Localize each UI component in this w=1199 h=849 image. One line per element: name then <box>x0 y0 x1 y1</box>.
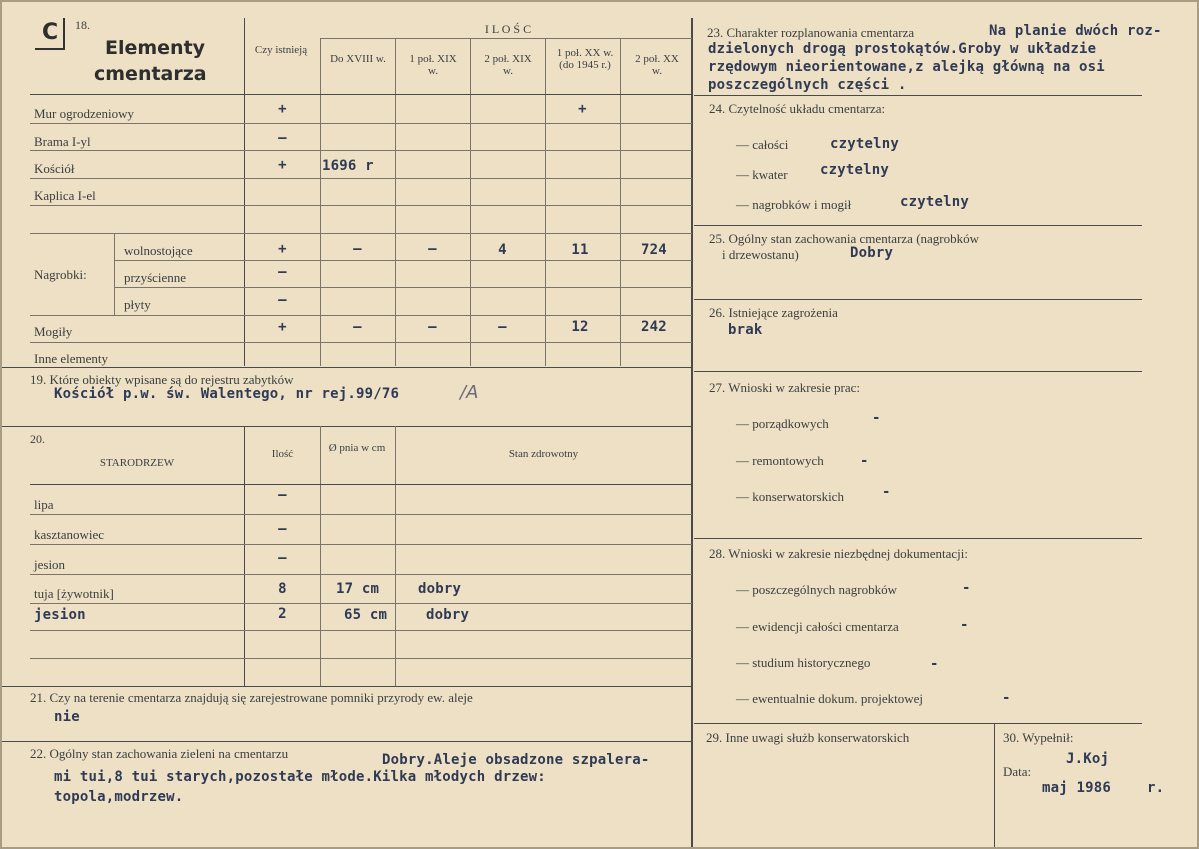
s24-item-3-label: — nagrobków i mogił <box>736 197 852 212</box>
s30-date: maj 1986 <box>1042 780 1112 796</box>
s22-label: 22. Ogólny stan zachowania zieleni na cmentarzu <box>30 746 289 761</box>
mogily-period-4: 12 <box>571 319 589 335</box>
mogily-period-2: – <box>428 319 437 335</box>
col-period-2: 1 poł. XIX w. <box>409 53 457 77</box>
page-title-line1: Elementy <box>105 37 206 59</box>
s24-item-2-label: — kwater <box>736 167 788 182</box>
s30-name: J.Koj <box>1066 751 1110 767</box>
s27-item-2-label: — remontowych <box>736 453 824 468</box>
s23-label: 23. Charakter rozplanowania cmentarza <box>707 25 915 40</box>
s19-handwritten: /A <box>460 382 479 403</box>
s27-item-3-value: - <box>882 484 891 500</box>
s26-label: 26. Istniejące zagrożenia <box>709 305 838 320</box>
s30-suffix: r. <box>1147 780 1165 796</box>
s30-data-label: Data: <box>1003 764 1032 779</box>
s27-label: 27. Wnioski w zakresie prac: <box>709 380 861 395</box>
wolno-exists: + <box>278 241 287 257</box>
s28-item-2-label: — ewidencji całości cmentarza <box>736 619 899 634</box>
row-label-wolnostojace: wolnostojące <box>124 243 193 258</box>
tree-row-5-count: 2 <box>278 606 287 622</box>
tree-row-4-state: dobry <box>418 581 462 597</box>
mur-exists: + <box>278 101 287 117</box>
tree-row-4-name: tuja [żywotnik] <box>34 586 114 601</box>
tree-row-5-diam: 65 cm <box>344 607 388 623</box>
wolno-period-3: 4 <box>498 242 507 258</box>
s30-label: 30. Wypełnił: <box>1003 730 1074 745</box>
brama-exists: – <box>278 130 287 146</box>
inventory-card <box>2 2 1197 847</box>
tree-row-3-count: – <box>278 550 287 566</box>
wolno-period-1: – <box>353 241 362 257</box>
mogily-period-1: – <box>353 319 362 335</box>
s25-label-2: i drzewostanu) <box>722 247 799 262</box>
wolno-period-4: 11 <box>571 242 589 258</box>
s28-item-4-value: - <box>1002 690 1011 706</box>
s20-col-pnia: Ø pnia w cm <box>328 442 386 454</box>
s23-line4: poszczególnych części . <box>708 77 907 93</box>
s20-title: STARODRZEW <box>99 457 175 469</box>
col-period-4: 1 poł. XX w. (do 1945 r.) <box>556 47 614 71</box>
col-period-3: 2 poł. XIX w. <box>484 53 532 77</box>
wolno-period-5: 724 <box>641 242 667 258</box>
tree-row-4-count: 8 <box>278 581 287 597</box>
s23-line1: Na planie dwóch roz- <box>989 23 1162 39</box>
s22-line3: topola,modrzew. <box>54 789 184 805</box>
s28-item-1-label: — poszczególnych nagrobków <box>736 582 898 597</box>
s28-item-4-label: — ewentualnie dokum. projektowej <box>736 691 924 706</box>
row-label-plyty: płyty <box>124 297 151 312</box>
s28-item-3-value: - <box>930 656 939 672</box>
tree-row-1-name: lipa <box>34 497 54 512</box>
s24-label: 24. Czytelność układu cmentarza: <box>709 101 886 116</box>
col-period-5: 2 poł. XX w. <box>635 53 679 77</box>
s27-item-1-label: — porządkowych <box>736 416 829 431</box>
s19-label: 19. Które obiekty wpisane są do rejestru zabytków <box>30 372 294 387</box>
s28-item-1-value: - <box>962 580 971 596</box>
tree-row-5-name: jesion <box>34 607 86 623</box>
s23-line2: dzielonych drogą prostokątów.Groby w układzie <box>708 41 1097 57</box>
s27-item-2-value: - <box>860 453 869 469</box>
row-label-kosciol: Kościół <box>34 161 75 176</box>
mogily-period-3: – <box>498 319 507 335</box>
tree-row-4-diam: 17 cm <box>336 581 380 597</box>
s27-item-1-value: - <box>872 410 881 426</box>
tree-row-2-count: – <box>278 521 287 537</box>
s28-item-2-value: - <box>960 617 969 633</box>
s22-line1: Dobry.Aleje obsadzone szpalera- <box>382 752 650 768</box>
przysc-exists: – <box>278 264 287 280</box>
kosciol-exists: + <box>278 157 287 173</box>
s19-value: Kościół p.w. św. Walentego, nr rej.99/76 <box>54 386 400 402</box>
s29-label: 29. Inne uwagi służb konserwatorskich <box>706 730 910 745</box>
section-number: 18. <box>75 18 90 32</box>
row-label-nagrobki: Nagrobki: <box>34 267 87 282</box>
s21-value: nie <box>54 709 80 725</box>
mogily-period-5: 242 <box>641 319 667 335</box>
tree-row-5-state: dobry <box>426 607 470 623</box>
s23-line3: rzędowym nieorientowane,z alejką główną na osi <box>708 59 1105 75</box>
wolno-period-2: – <box>428 241 437 257</box>
s28-label: 28. Wnioski w zakresie niezbędnej dokumentacji: <box>709 546 968 561</box>
row-label-brama: Brama I-yl <box>34 134 91 149</box>
row-label-mur: Mur ogrodzeniowy <box>34 106 135 121</box>
s24-item-3-value: czytelny <box>900 194 970 210</box>
s25-label-1: 25. Ogólny stan zachowania cmentarza (nagrobków <box>709 231 980 246</box>
s20-col-stan: Stan zdrowotny <box>508 448 579 460</box>
s24-item-1-label: — całości <box>736 137 789 152</box>
mogily-exists: + <box>278 319 287 335</box>
s25-value: Dobry <box>850 245 894 261</box>
s21-label: 21. Czy na terenie cmentarza znajdują się zarejestrowane pomniki przyrody ew. aleje <box>30 690 473 705</box>
row-label-kaplica: Kaplica I-el <box>34 188 96 203</box>
s24-item-2-value: czytelny <box>820 162 890 178</box>
s27-item-3-label: — konserwatorskich <box>736 489 844 504</box>
s20-number: 20. <box>30 432 45 446</box>
col-period-1: Do XVIII w. <box>330 53 386 65</box>
page-title-line2: cmentarza <box>94 63 207 85</box>
col-czy-istnieja: Czy istnieją <box>254 44 308 56</box>
row-label-przyscienne: przyścienne <box>124 270 187 285</box>
s24-item-1-value: czytelny <box>830 136 900 152</box>
s28-item-3-label: — studium historycznego <box>736 655 871 670</box>
row-label-inne: Inne elementy <box>34 351 108 366</box>
kosciol-period-1: 1696 r <box>322 158 374 174</box>
s26-value: brak <box>728 322 763 338</box>
tree-row-3-name: jesion <box>34 557 66 572</box>
col-ilosc: I L O Ś C <box>484 22 532 36</box>
s22-line2: mi tui,8 tui starych,pozostałe młode.Kilka młodych drzew: <box>54 769 546 785</box>
tree-row-2-name: kasztanowiec <box>34 527 105 542</box>
s20-col-ilosc: Ilość <box>271 448 294 460</box>
tree-row-1-count: – <box>278 487 287 503</box>
section-letter: C <box>42 20 59 45</box>
mur-period-4: + <box>578 101 587 117</box>
row-label-mogily: Mogiły <box>34 324 73 339</box>
plyty-exists: – <box>278 292 287 308</box>
